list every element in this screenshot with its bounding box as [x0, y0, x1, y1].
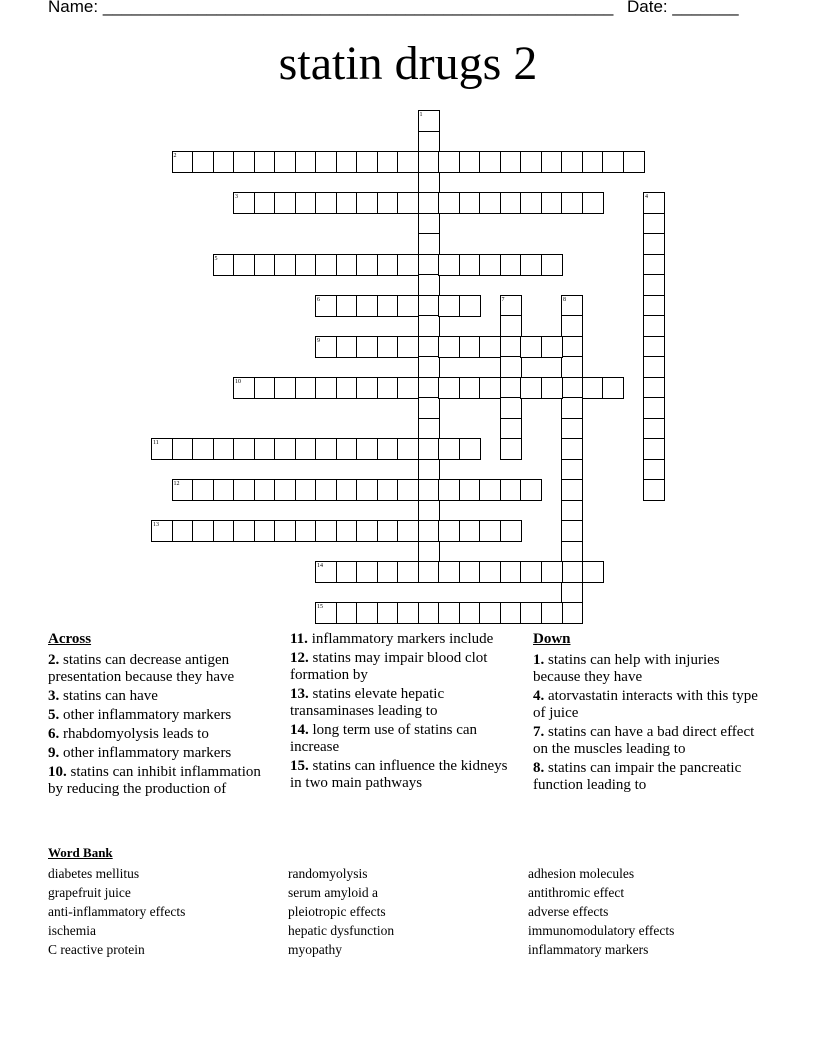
- grid-cell[interactable]: [438, 561, 460, 583]
- grid-cell[interactable]: [418, 397, 440, 419]
- grid-cell[interactable]: [561, 397, 583, 419]
- grid-cell[interactable]: [315, 377, 337, 399]
- grid-cell[interactable]: [295, 520, 317, 542]
- grid-cell[interactable]: [356, 295, 378, 317]
- grid-cell[interactable]: [377, 336, 399, 358]
- clue-number-label: 15: [317, 604, 323, 610]
- grid-cell[interactable]: [643, 315, 665, 337]
- grid-cell[interactable]: [561, 500, 583, 522]
- grid-cell[interactable]: [397, 377, 419, 399]
- clue-across: [48, 726, 268, 743]
- clue-across: [48, 764, 268, 798]
- clue-across: [48, 652, 268, 686]
- grid-cell[interactable]: [500, 561, 522, 583]
- grid-cell[interactable]: [315, 479, 337, 501]
- grid-cell[interactable]: [500, 438, 522, 460]
- grid-cell[interactable]: [561, 459, 583, 481]
- grid-cell[interactable]: [397, 602, 419, 624]
- grid-cell[interactable]: [336, 438, 358, 460]
- grid-cell[interactable]: [213, 520, 235, 542]
- clue-number-label: 9: [317, 337, 320, 344]
- clue-across: [290, 686, 515, 720]
- grid-cell[interactable]: [418, 295, 440, 317]
- grid-cell[interactable]: [213, 438, 235, 460]
- word-bank-item: adhesion molecules: [528, 866, 635, 881]
- grid-cell[interactable]: [520, 254, 542, 276]
- clue-text: other inflammatory markers: [63, 745, 232, 761]
- grid-cell[interactable]: [561, 418, 583, 440]
- word-bank-item: hepatic dysfunction: [288, 923, 395, 938]
- word-bank-item: anti-inflammatory effects: [48, 904, 186, 919]
- grid-cell[interactable]: [418, 561, 440, 583]
- grid-cell[interactable]: [254, 254, 276, 276]
- word-bank-item: diabetes mellitus: [48, 866, 140, 881]
- grid-cell[interactable]: [561, 336, 583, 358]
- grid-cell[interactable]: [356, 192, 378, 214]
- clue-text: other inflammatory markers: [63, 707, 232, 723]
- clue-number: 8.: [533, 760, 545, 776]
- grid-cell[interactable]: [418, 192, 440, 214]
- name-blank[interactable]: ______________________________________________________: [102, 0, 614, 16]
- grid-cell[interactable]: [500, 356, 522, 378]
- clue-text: rhabdomyolysis leads to: [63, 726, 209, 742]
- grid-cell[interactable]: [418, 172, 440, 194]
- clue-text: statins elevate hepatic transaminases leading to: [290, 686, 445, 719]
- grid-cell[interactable]: [315, 254, 337, 276]
- grid-cell[interactable]: [561, 520, 583, 542]
- across-clues: [48, 631, 268, 800]
- grid-cell[interactable]: [438, 479, 460, 501]
- grid-cell[interactable]: [233, 520, 255, 542]
- clue-number-label: 2: [173, 153, 177, 159]
- grid-cell[interactable]: [418, 254, 440, 276]
- clue-number: 6.: [48, 726, 60, 742]
- clue-number: 9.: [48, 745, 60, 761]
- grid-cell[interactable]: [500, 397, 522, 419]
- grid-cell[interactable]: [520, 602, 542, 624]
- grid-cell[interactable]: [582, 561, 604, 583]
- grid-cell[interactable]: [500, 479, 522, 501]
- grid-cell[interactable]: [172, 520, 194, 542]
- clue-text: statins can decrease antigen presentation because they have: [48, 652, 235, 685]
- clue-number-label: 5: [214, 255, 218, 262]
- grid-cell[interactable]: [336, 377, 358, 399]
- grid-cell[interactable]: [377, 479, 399, 501]
- grid-cell[interactable]: [274, 254, 296, 276]
- down-clues: [533, 631, 758, 796]
- grid-cell[interactable]: [274, 151, 296, 173]
- clue-down: [533, 760, 758, 794]
- grid-cell[interactable]: [459, 438, 481, 460]
- grid-cell[interactable]: [520, 561, 542, 583]
- clue-text: statins can impair the pancreatic function leading to: [533, 760, 742, 793]
- grid-cell[interactable]: [295, 192, 317, 214]
- clue-number-label: 13: [153, 522, 159, 528]
- grid-cell[interactable]: [274, 479, 296, 501]
- word-bank-item: serum amyloid a: [288, 885, 378, 900]
- grid-cell[interactable]: [561, 377, 583, 399]
- grid-cell[interactable]: [233, 479, 255, 501]
- grid-cell[interactable]: [356, 520, 378, 542]
- grid-cell[interactable]: [418, 479, 440, 501]
- grid-cell[interactable]: [438, 151, 460, 173]
- grid-cell[interactable]: [479, 192, 501, 214]
- clue-text: atorvastatin interacts with this type of juice: [533, 688, 758, 721]
- grid-cell[interactable]: [336, 602, 358, 624]
- grid-cell[interactable]: [315, 438, 337, 460]
- grid-cell[interactable]: [418, 356, 440, 378]
- grid-cell[interactable]: [418, 418, 440, 440]
- grid-cell[interactable]: [336, 479, 358, 501]
- grid-cell[interactable]: [397, 151, 419, 173]
- clue-across: [290, 631, 515, 648]
- clue-across: [48, 745, 268, 762]
- clue-across: [290, 758, 515, 792]
- grid-cell[interactable]: [643, 377, 665, 399]
- grid-cell[interactable]: [541, 192, 563, 214]
- grid-cell[interactable]: [397, 336, 419, 358]
- grid-cell[interactable]: [192, 520, 214, 542]
- grid-cell[interactable]: [336, 561, 358, 583]
- grid-cell[interactable]: [418, 500, 440, 522]
- grid-cell[interactable]: [377, 520, 399, 542]
- clue-across: [290, 650, 515, 684]
- clue-text: statins can have: [63, 688, 158, 704]
- grid-cell[interactable]: [479, 561, 501, 583]
- grid-cell[interactable]: [520, 479, 542, 501]
- grid-cell[interactable]: [520, 336, 542, 358]
- clue-number: 13.: [290, 686, 309, 702]
- grid-cell[interactable]: [602, 151, 624, 173]
- grid-cell[interactable]: [418, 131, 440, 153]
- clue-number: 4.: [533, 688, 545, 704]
- grid-cell[interactable]: [356, 438, 378, 460]
- grid-cell[interactable]: [643, 274, 665, 296]
- grid-cell[interactable]: [397, 192, 419, 214]
- date-blank[interactable]: _______: [672, 0, 739, 16]
- grid-cell[interactable]: [500, 151, 522, 173]
- word-bank-item: inflammatory markers: [528, 942, 649, 957]
- grid-cell[interactable]: [233, 254, 255, 276]
- grid-cell[interactable]: [479, 520, 501, 542]
- grid-cell[interactable]: [418, 233, 440, 255]
- grid-cell[interactable]: [254, 438, 276, 460]
- word-bank-item: pleiotropic effects: [288, 904, 386, 919]
- grid-cell[interactable]: [479, 151, 501, 173]
- grid-cell[interactable]: [643, 254, 665, 276]
- grid-cell[interactable]: [459, 479, 481, 501]
- clue-number: 3.: [48, 688, 60, 704]
- clue-number-label: 3: [235, 194, 238, 200]
- grid-cell[interactable]: [541, 151, 563, 173]
- grid-cell[interactable]: [438, 192, 460, 214]
- word-bank-column: [48, 864, 185, 959]
- grid-cell[interactable]: [561, 541, 583, 563]
- clue-down: [533, 688, 758, 722]
- grid-cell[interactable]: [336, 520, 358, 542]
- grid-cell[interactable]: [582, 151, 604, 173]
- grid-cell[interactable]: [643, 213, 665, 235]
- grid-cell[interactable]: [561, 438, 583, 460]
- grid-cell[interactable]: [377, 438, 399, 460]
- grid-cell[interactable]: [561, 192, 583, 214]
- grid-cell[interactable]: [213, 151, 235, 173]
- grid-cell[interactable]: [254, 151, 276, 173]
- grid-cell[interactable]: [356, 336, 378, 358]
- word-bank-column: [528, 864, 674, 959]
- clue-number: 1.: [533, 652, 545, 668]
- grid-cell[interactable]: [500, 520, 522, 542]
- grid-cell[interactable]: [561, 479, 583, 501]
- grid-cell[interactable]: [438, 377, 460, 399]
- grid-cell[interactable]: [459, 377, 481, 399]
- grid-cell[interactable]: [274, 520, 296, 542]
- grid-cell[interactable]: [295, 377, 317, 399]
- grid-cell[interactable]: [459, 151, 481, 173]
- word-bank-item: adverse effects: [528, 904, 609, 919]
- across-clues-continued: [290, 631, 515, 794]
- grid-cell[interactable]: [561, 561, 583, 583]
- grid-cell[interactable]: [377, 295, 399, 317]
- grid-cell[interactable]: [438, 336, 460, 358]
- grid-cell[interactable]: [459, 336, 481, 358]
- grid-cell[interactable]: [295, 151, 317, 173]
- clue-number-label: 14: [317, 563, 323, 569]
- grid-cell[interactable]: [356, 602, 378, 624]
- clue-number: 12.: [290, 650, 309, 666]
- grid-cell[interactable]: [643, 438, 665, 460]
- grid-cell[interactable]: [438, 520, 460, 542]
- grid-cell[interactable]: [418, 602, 440, 624]
- clue-number: 11.: [290, 631, 308, 647]
- grid-cell[interactable]: [192, 438, 214, 460]
- grid-cell[interactable]: [479, 336, 501, 358]
- grid-cell[interactable]: [397, 438, 419, 460]
- word-bank-item: C reactive protein: [48, 942, 145, 957]
- grid-cell[interactable]: [561, 582, 583, 604]
- clue-across: [48, 688, 268, 705]
- grid-cell[interactable]: [315, 151, 337, 173]
- clue-number: 15.: [290, 758, 309, 774]
- grid-cell[interactable]: [541, 336, 563, 358]
- grid-cell[interactable]: [356, 377, 378, 399]
- grid-cell[interactable]: [520, 192, 542, 214]
- grid-cell[interactable]: [520, 377, 542, 399]
- clue-number: 5.: [48, 707, 60, 723]
- grid-cell[interactable]: [643, 459, 665, 481]
- grid-cell[interactable]: [561, 151, 583, 173]
- grid-cell[interactable]: [397, 561, 419, 583]
- grid-cell[interactable]: [295, 479, 317, 501]
- grid-cell[interactable]: [418, 315, 440, 337]
- word-bank-column: [288, 864, 394, 959]
- word-bank-item: grapefruit juice: [48, 885, 131, 900]
- clue-text: statins can have a bad direct effect on the muscles leading to: [533, 724, 755, 757]
- clue-across: [48, 707, 268, 724]
- grid-cell[interactable]: [500, 602, 522, 624]
- grid-cell[interactable]: [418, 336, 440, 358]
- grid-cell[interactable]: [500, 192, 522, 214]
- date-label: Date:: [627, 0, 668, 16]
- grid-cell[interactable]: [418, 541, 440, 563]
- grid-cell[interactable]: [336, 336, 358, 358]
- clue-text: inflammatory markers include: [311, 631, 494, 647]
- grid-cell[interactable]: [397, 254, 419, 276]
- grid-cell[interactable]: [254, 520, 276, 542]
- grid-cell[interactable]: [459, 295, 481, 317]
- grid-cell[interactable]: [397, 295, 419, 317]
- grid-cell[interactable]: [623, 151, 645, 173]
- grid-cell[interactable]: [315, 192, 337, 214]
- grid-cell[interactable]: [561, 602, 583, 624]
- grid-cell[interactable]: [274, 377, 296, 399]
- grid-cell[interactable]: [643, 233, 665, 255]
- grid-cell[interactable]: [500, 336, 522, 358]
- clue-down: [533, 652, 758, 686]
- grid-cell[interactable]: [459, 520, 481, 542]
- grid-cell[interactable]: [541, 254, 563, 276]
- grid-cell[interactable]: [295, 254, 317, 276]
- grid-cell[interactable]: [336, 151, 358, 173]
- grid-cell[interactable]: [459, 254, 481, 276]
- clue-down: [533, 724, 758, 758]
- grid-cell[interactable]: [602, 377, 624, 399]
- across-heading: Across: [48, 631, 92, 647]
- grid-cell[interactable]: [377, 561, 399, 583]
- grid-cell[interactable]: [254, 479, 276, 501]
- grid-cell[interactable]: [336, 192, 358, 214]
- word-bank-item: randomyolysis: [288, 866, 368, 881]
- grid-cell[interactable]: [500, 315, 522, 337]
- clue-text: long term use of statins can increase: [290, 722, 478, 755]
- grid-cell[interactable]: [418, 213, 440, 235]
- grid-cell[interactable]: [377, 192, 399, 214]
- clue-number-label: 6: [317, 296, 320, 303]
- word-bank-heading: Word Bank: [48, 845, 113, 860]
- grid-cell[interactable]: [274, 438, 296, 460]
- grid-cell[interactable]: [377, 151, 399, 173]
- grid-cell[interactable]: [418, 438, 440, 460]
- grid-cell[interactable]: [500, 418, 522, 440]
- grid-cell[interactable]: [172, 438, 194, 460]
- grid-cell[interactable]: [418, 459, 440, 481]
- grid-cell[interactable]: [541, 561, 563, 583]
- grid-cell[interactable]: [336, 295, 358, 317]
- clue-text: statins may impair blood clot formation by: [290, 650, 488, 683]
- clue-across: [290, 722, 515, 756]
- word-bank-item: immunomodulatory effects: [528, 923, 675, 938]
- clue-number-label: 8: [563, 296, 566, 303]
- clue-number-label: 11: [153, 440, 159, 446]
- grid-cell[interactable]: [356, 151, 378, 173]
- grid-cell[interactable]: [479, 254, 501, 276]
- grid-cell[interactable]: [643, 356, 665, 378]
- grid-cell[interactable]: [233, 438, 255, 460]
- grid-cell[interactable]: [479, 479, 501, 501]
- grid-cell[interactable]: [459, 602, 481, 624]
- clue-number-label: 10: [235, 378, 241, 385]
- grid-cell[interactable]: [541, 377, 563, 399]
- grid-cell[interactable]: [479, 377, 501, 399]
- clue-text: statins can influence the kidneys in two main pathways: [290, 758, 508, 791]
- grid-cell[interactable]: [397, 520, 419, 542]
- grid-cell[interactable]: [254, 377, 276, 399]
- grid-cell[interactable]: [520, 151, 542, 173]
- grid-cell[interactable]: [479, 602, 501, 624]
- word-bank-item: antithromic effect: [528, 885, 625, 900]
- clue-number: 14.: [290, 722, 309, 738]
- grid-cell[interactable]: [254, 192, 276, 214]
- grid-cell[interactable]: [561, 356, 583, 378]
- clue-number: 2.: [48, 652, 60, 668]
- grid-cell[interactable]: [582, 192, 604, 214]
- word-bank-item: ischemia: [48, 923, 96, 938]
- grid-cell[interactable]: [459, 192, 481, 214]
- grid-cell[interactable]: [541, 602, 563, 624]
- page-title: statin drugs 2: [278, 37, 538, 90]
- name-label: Name:: [48, 0, 99, 16]
- clue-text: statins can inhibit inflammation by reducing the production of: [48, 764, 261, 797]
- grid-cell[interactable]: [192, 479, 214, 501]
- grid-cell[interactable]: [274, 192, 296, 214]
- grid-cell[interactable]: [356, 479, 378, 501]
- grid-cell[interactable]: [377, 602, 399, 624]
- grid-cell[interactable]: [561, 315, 583, 337]
- grid-cell[interactable]: [377, 377, 399, 399]
- grid-cell[interactable]: [643, 397, 665, 419]
- grid-cell[interactable]: [213, 479, 235, 501]
- clue-number: 10.: [48, 764, 67, 780]
- grid-cell[interactable]: [418, 377, 440, 399]
- clue-number-label: 12: [173, 481, 180, 487]
- grid-cell[interactable]: [643, 418, 665, 440]
- grid-cell[interactable]: [582, 377, 604, 399]
- clue-number-label: 1: [419, 112, 423, 118]
- word-bank-item: myopathy: [288, 942, 342, 957]
- down-heading: Down: [533, 631, 571, 647]
- grid-cell[interactable]: [643, 295, 665, 317]
- grid-cell[interactable]: [397, 479, 419, 501]
- grid-cell[interactable]: [643, 479, 665, 501]
- clue-number: 7.: [533, 724, 545, 740]
- grid-cell[interactable]: [356, 561, 378, 583]
- clue-number-label: 7: [501, 296, 505, 303]
- grid-cell[interactable]: [233, 151, 255, 173]
- grid-cell[interactable]: [295, 438, 317, 460]
- grid-cell[interactable]: [438, 295, 460, 317]
- grid-cell[interactable]: [356, 254, 378, 276]
- grid-cell[interactable]: [500, 254, 522, 276]
- grid-cell[interactable]: [438, 602, 460, 624]
- grid-cell[interactable]: [336, 254, 358, 276]
- clue-number-label: 4: [645, 194, 648, 200]
- grid-cell[interactable]: [459, 561, 481, 583]
- clue-text: statins can help with injuries because they have: [533, 652, 720, 685]
- grid-cell[interactable]: [377, 254, 399, 276]
- grid-cell[interactable]: [643, 336, 665, 358]
- grid-cell[interactable]: [500, 377, 522, 399]
- grid-cell[interactable]: [315, 520, 337, 542]
- grid-cell[interactable]: [418, 520, 440, 542]
- grid-cell[interactable]: [418, 274, 440, 296]
- grid-cell[interactable]: [438, 254, 460, 276]
- grid-cell[interactable]: [438, 438, 460, 460]
- grid-cell[interactable]: [418, 151, 440, 173]
- grid-cell[interactable]: [192, 151, 214, 173]
